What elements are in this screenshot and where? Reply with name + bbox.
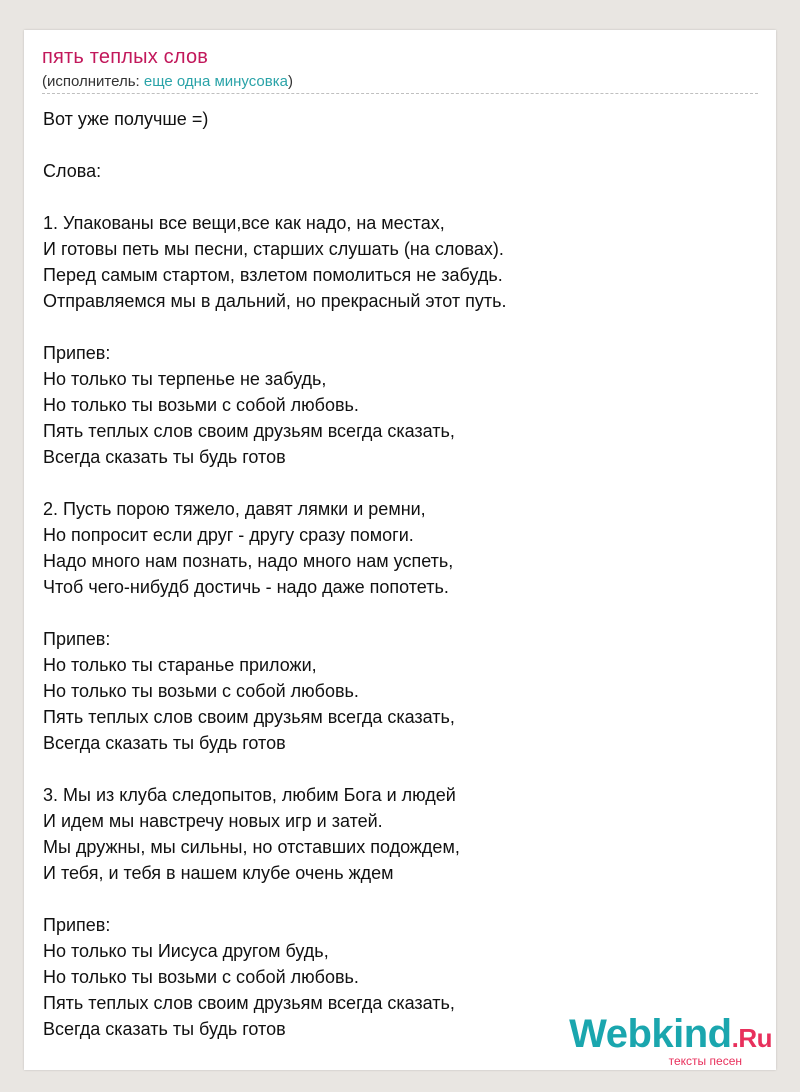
lyric-line: Но только ты возьми с собой любовь.	[43, 967, 359, 987]
lyric-line: 2. Пусть порою тяжело, давят лямки и ремни,	[43, 499, 426, 519]
lyric-line: Но только ты терпенье не забудь,	[43, 369, 327, 389]
artist-prefix: (исполнитель:	[42, 73, 144, 90]
lyric-line: Пять теплых слов своим друзьям всегда сказать,	[43, 993, 455, 1013]
lyric-line: Отправляемся мы в дальний, но прекрасный этот путь.	[43, 291, 507, 311]
lyric-line: 3. Мы из клуба следопытов, любим Бога и людей	[43, 785, 456, 805]
lyric-line: Надо много нам познать, надо много нам успеть,	[43, 551, 454, 571]
lyrics-text	[43, 106, 743, 1042]
lyric-line: Но только ты старанье приложи,	[43, 655, 317, 675]
lyric-line: Всегда сказать ты будь готов	[43, 1019, 286, 1039]
lyric-line: Припев:	[43, 343, 111, 363]
lyric-line: Но только ты Иисуса другом будь,	[43, 941, 329, 961]
song-title: пять теплых слов	[42, 46, 209, 68]
lyric-line: Всегда сказать ты будь готов	[43, 733, 286, 753]
lyric-line: И идем мы навстречу новых игр и затей.	[43, 811, 383, 831]
lyric-line: Но только ты возьми с собой любовь.	[43, 681, 359, 701]
lyric-line: Вот уже получше =)	[43, 109, 209, 129]
lyric-line: Но попросит если друг - другу сразу помоги.	[43, 525, 414, 545]
lyric-line: Мы дружны, мы сильны, но отставших подождем,	[43, 837, 460, 857]
lyric-line	[43, 886, 743, 912]
lyric-line: И тебя, и тебя в нашем клубе очень ждем	[43, 863, 394, 883]
logo-tagline: тексты песен	[668, 1054, 742, 1068]
lyric-line: Пять теплых слов своим друзьям всегда сказать,	[43, 707, 455, 727]
header-divider	[42, 93, 758, 94]
lyric-line: Пять теплых слов своим друзьям всегда сказать,	[43, 421, 455, 441]
lyric-line	[43, 470, 743, 496]
artist-suffix: )	[287, 73, 293, 90]
lyric-line: Всегда сказать ты будь готов	[43, 447, 286, 467]
logo-name: Webkind	[569, 1012, 732, 1056]
lyric-line	[43, 132, 743, 158]
artist-link[interactable]: еще одна минусовка	[143, 73, 288, 90]
site-logo[interactable]	[569, 1014, 772, 1068]
lyric-line: Чтоб чего-нибудб достичь - надо даже попотеть.	[43, 577, 449, 597]
logo-suffix: .Ru	[731, 1023, 772, 1053]
lyric-line: Перед самым стартом, взлетом помолиться не забудь.	[43, 265, 503, 285]
lyric-line	[43, 184, 743, 210]
lyric-line: 1. Упакованы все вещи,все как надо, на местах,	[43, 213, 445, 233]
lyric-line: Слова:	[43, 161, 102, 181]
lyric-line: Припев:	[43, 915, 111, 935]
lyric-line: Припев:	[43, 629, 111, 649]
lyric-line	[43, 756, 743, 782]
lyric-line	[43, 314, 743, 340]
lyric-line: Но только ты возьми с собой любовь.	[43, 395, 359, 415]
artist-line	[42, 73, 293, 90]
lyric-line	[43, 600, 743, 626]
lyric-line: И готовы петь мы песни, старших слушать (на словах).	[43, 239, 504, 259]
